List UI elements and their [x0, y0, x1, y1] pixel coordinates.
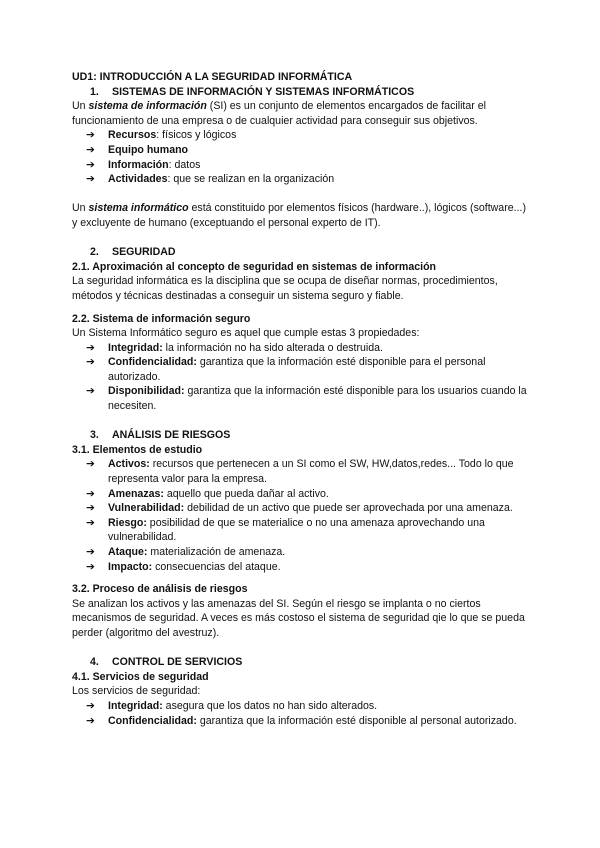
keyword: sistema de información	[88, 100, 207, 113]
list-item	[86, 158, 532, 173]
spacer	[72, 574, 532, 582]
list-item	[86, 699, 532, 714]
list-item	[86, 143, 532, 158]
list-item	[86, 487, 532, 502]
subsection-2-1-heading: 2.1. Aproximación al concepto de seguridad en sistemas de información	[72, 260, 437, 273]
list-text: la información no ha sido alterada o destruida.	[162, 341, 383, 354]
arrow-icon: ➔	[86, 458, 95, 471]
arrow-icon: ➔	[86, 158, 95, 171]
arrow-icon: ➔	[86, 143, 95, 156]
section-2-heading	[72, 245, 532, 260]
subsection-3-1-heading: 3.1. Elementos de estudio	[72, 443, 203, 456]
arrow-icon: ➔	[86, 560, 95, 573]
section-1-heading	[72, 85, 532, 100]
list-text: consecuencias del ataque.	[152, 560, 281, 573]
list-term: Actividades	[108, 173, 168, 186]
spacer	[72, 414, 532, 429]
section-1-paragraph-1	[72, 99, 532, 128]
arrow-icon: ➔	[86, 714, 95, 727]
arrow-icon: ➔	[86, 546, 95, 558]
document-content	[72, 70, 532, 728]
list-item	[86, 501, 532, 516]
subsection-2-2-heading: 2.2. Sistema de información seguro	[72, 312, 251, 325]
section-title: SEGURIDAD	[112, 246, 176, 259]
subsection-2-1-text: La seguridad informática es la disciplina que se ocupa de diseñar normas, procedimientos, métodos y técnicas destinadas a conseguir un sistema seguro y fiable.	[72, 275, 498, 302]
list-term: Activos:	[108, 458, 150, 471]
section-number: 1.	[90, 85, 99, 98]
list-item	[86, 714, 532, 729]
list-term: Vulnerabilidad:	[108, 502, 185, 515]
section-title: SISTEMAS DE INFORMACIÓN Y SISTEMAS INFORMÁTICOS	[112, 85, 415, 98]
list-term: Amenazas:	[108, 487, 164, 500]
arrow-icon: ➔	[86, 129, 95, 142]
list-term: Información	[108, 158, 169, 171]
list-text: asegura que los datos no han sido alterados.	[162, 699, 378, 712]
section-number: 2.	[90, 246, 99, 259]
list-term: Impacto:	[108, 560, 153, 573]
text-span: Un	[72, 202, 89, 215]
list-item	[86, 516, 532, 545]
spacer	[72, 641, 532, 656]
list-item	[86, 545, 532, 560]
list-text: materialización de amenaza.	[147, 546, 286, 558]
list-text: recursos que pertenecen a un SI como el SW, HW,datos,redes... Todo lo que representa valor para la empresa.	[108, 458, 514, 486]
list-text: garantiza que la información esté disponible al personal autorizado.	[196, 714, 517, 727]
section-number: 3.	[90, 429, 99, 442]
list-item	[86, 128, 532, 143]
document-title: UD1: INTRODUCCIÓN A LA SEGURIDAD INFORMÁTICA	[72, 71, 353, 83]
list-term: Riesgo:	[108, 516, 147, 529]
list-text: debilidad de un activo que puede ser aprovechada por una amenaza.	[184, 502, 513, 515]
section-2-list	[72, 341, 532, 414]
subsection-4-1-text: Los servicios de seguridad:	[72, 685, 201, 698]
section-3-list	[72, 457, 532, 574]
list-term: Integridad:	[108, 341, 163, 354]
list-term: Confidencialidad:	[108, 714, 197, 727]
list-item	[86, 384, 532, 413]
subsection-4-1-heading: 4.1. Servicios de seguridad	[72, 670, 209, 683]
list-item	[86, 457, 532, 486]
section-title: ANÁLISIS DE RIESGOS	[112, 429, 231, 442]
list-item	[86, 172, 532, 187]
spacer	[72, 187, 532, 202]
text-span: (SI) es un conjunto de elementos encargados de facilitar el funcionamiento de una empresa o de cualquier actividad para conseguir sus objetivos.	[72, 100, 486, 127]
arrow-icon: ➔	[86, 173, 95, 186]
list-text: posibilidad de que se materialice o no una amenaza aprovechando una vulnerabilidad.	[108, 516, 485, 544]
text-span: está constituido por elementos físicos (hardware..), lógicos (software...) y excluyente de humano (exceptuando el personal experto de IT).	[72, 202, 526, 229]
subsection-3-2-heading: 3.2. Proceso de análisis de riesgos	[72, 583, 248, 596]
list-term: Integridad:	[108, 699, 163, 712]
arrow-icon: ➔	[86, 502, 95, 515]
list-term: Confidencialidad:	[108, 356, 197, 369]
arrow-icon: ➔	[86, 385, 95, 398]
list-term: Recursos	[108, 129, 157, 142]
section-number: 4.	[90, 656, 99, 669]
section-1-paragraph-2	[72, 201, 532, 230]
arrow-icon: ➔	[86, 487, 95, 500]
section-1-list	[72, 128, 532, 186]
keyword: sistema informático	[88, 202, 189, 215]
spacer	[72, 304, 532, 312]
arrow-icon: ➔	[86, 341, 95, 354]
section-3-heading	[72, 428, 532, 443]
list-item	[86, 355, 532, 384]
section-4-list	[72, 699, 532, 728]
list-term: Ataque:	[108, 546, 148, 558]
list-text: garantiza que la información esté disponible para el personal autorizado.	[108, 356, 486, 383]
list-text: : físicos y lógicos	[156, 129, 237, 142]
list-item	[86, 341, 532, 356]
list-term: Disponibilidad:	[108, 385, 185, 398]
arrow-icon: ➔	[86, 699, 95, 712]
list-term: Equipo humano	[108, 143, 189, 156]
arrow-icon: ➔	[86, 516, 95, 529]
section-4-heading	[72, 655, 532, 670]
subsection-2-2-text: Un Sistema Informático seguro es aquel que cumple estas 3 propiedades:	[72, 327, 420, 340]
list-text: : datos	[168, 158, 201, 171]
list-text: aquello que pueda dañar al activo.	[163, 487, 329, 500]
list-item	[86, 560, 532, 575]
spacer	[72, 231, 532, 246]
list-text: : que se realizan en la organización	[167, 173, 335, 186]
section-title: CONTROL DE SERVICIOS	[112, 656, 243, 669]
subsection-3-2-text: Se analizan los activos y las amenazas del SI. Según el riesgo se implanta o no ciertos mecanismos de seguridad. A veces es más costoso el sistema de seguridad qie lo que se pueda perder (algoritmo del avestruz).	[72, 597, 525, 639]
text-span: Un	[72, 100, 89, 113]
arrow-icon: ➔	[86, 356, 95, 369]
list-text: garantiza que la información esté disponible para los usuarios cuando la necesiten.	[108, 385, 527, 413]
